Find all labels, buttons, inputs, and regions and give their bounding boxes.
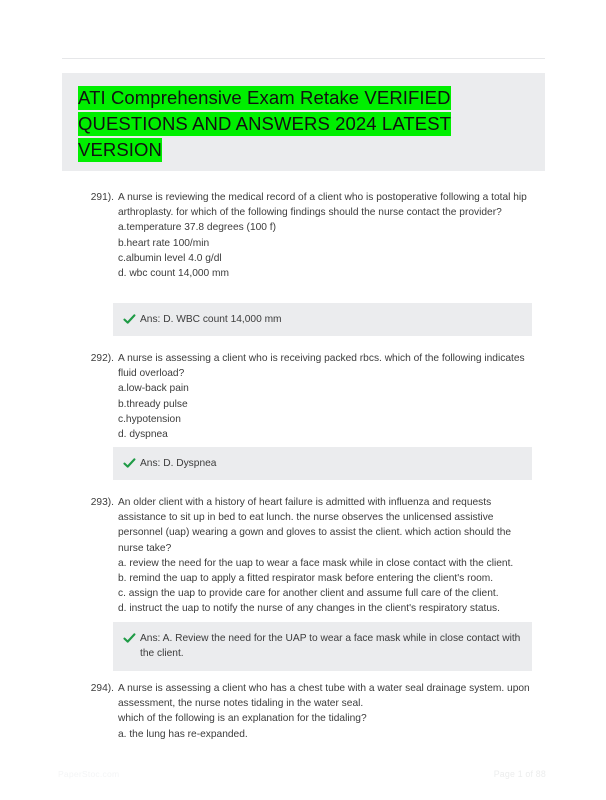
option-d: d. dyspnea [118, 429, 168, 441]
option-d: d. wbc count 14,000 mm [118, 268, 229, 280]
footer-watermark: PaperStoc.com [58, 769, 120, 779]
question-number: 291). [90, 192, 114, 203]
answer-text: Ans: D. WBC count 14,000 mm [140, 314, 282, 325]
option-b: b.heart rate 100/min [118, 237, 210, 249]
question-stem: A nurse is reviewing the medical record of a client who is postoperative following a total hip arthroplasty. for which of the following findings should the nurse contact the provider? [118, 192, 527, 219]
question-number: 294). [90, 683, 114, 694]
answer-box [113, 622, 532, 671]
option-b: b.thready pulse [118, 398, 188, 410]
question-body [118, 190, 536, 281]
check-icon [123, 313, 136, 326]
answer-row [123, 456, 522, 471]
option-a: a. review the need for the uap to wear a face mask while in close contact with the client. [118, 557, 514, 569]
option-b: b. remind the uap to apply a fitted respirator mask before entering the client's room. [118, 573, 494, 585]
question-number: 293). [90, 497, 114, 508]
title-line-2: QUESTIONS AND ANSWERS 2024 LATEST [78, 113, 452, 134]
answer-box [113, 303, 532, 336]
question-stem-continued: which of the following is an explanation for the tidaling? [118, 713, 367, 725]
question-stem: An older client with a history of heart failure is admitted with influenza and requests assistance to sit up in bed to eat lunch. the nurse observes the unlicensed assistive personnel (uap) wearing a gown and gloves to assist the client. which action should the nurse take? [118, 497, 512, 554]
answer-text: Ans: D. Dyspnea [140, 458, 217, 469]
option-c: c.hypotension [118, 413, 181, 425]
question-stem: A nurse is assessing a client who is receiving packed rbcs. which of the following indicates fluid overload? [118, 353, 525, 380]
option-a: a. the lung has re-expanded. [118, 728, 248, 740]
title-line-3: VERSION [78, 139, 162, 160]
option-a: a.low-back pain [118, 383, 189, 395]
header-divider [62, 58, 545, 59]
question-body [118, 495, 536, 617]
document-title-band [62, 73, 545, 171]
question-body [118, 351, 536, 442]
option-c: c. assign the uap to provide care for another client and assume full care of the client. [118, 588, 499, 600]
footer-page-number: Page 1 of 88 [493, 769, 546, 779]
check-icon [123, 632, 136, 645]
question-number: 292). [90, 353, 114, 364]
title-line-1: ATI Comprehensive Exam Retake VERIFIED [78, 87, 451, 108]
answer-text: Ans: A. Review the need for the UAP to wear a face mask while in close contact with the client. [140, 633, 521, 660]
question-stem: A nurse is assessing a client who has a chest tube with a water seal drainage system. upon assessment, the nurse notes tidaling in the water seal. [118, 683, 530, 710]
answer-row [123, 631, 522, 662]
answer-row [123, 312, 522, 327]
page-title [78, 85, 522, 163]
answer-box [113, 447, 532, 480]
check-icon [123, 457, 136, 470]
option-a: a.temperature 37.8 degrees (100 f) [118, 222, 277, 234]
question-body [118, 681, 536, 742]
option-d: d. instruct the uap to notify the nurse of any changes in the client's respiratory status. [118, 603, 500, 615]
option-c: c.albumin level 4.0 g/dl [118, 252, 222, 264]
